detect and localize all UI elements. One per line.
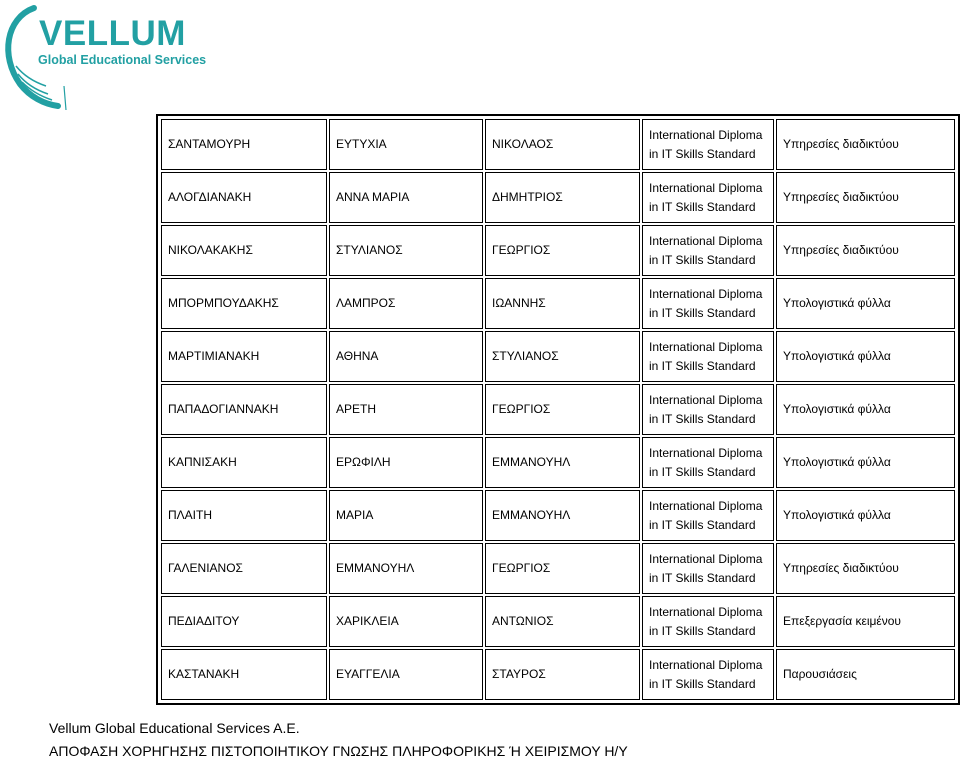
surname-cell: ΓΑΛΕΝΙΑΝΟΣ [161, 543, 327, 594]
table-row [161, 437, 955, 488]
table-row [161, 649, 955, 700]
table-row [161, 119, 955, 170]
surname-cell: ΚΑΣΤΑΝΑΚΗ [161, 649, 327, 700]
father-name-cell: ΓΕΩΡΓΙΟΣ [485, 384, 640, 435]
certificate-cell: International Diploma in IT Skills Standard [642, 331, 774, 382]
vellum-logo [0, 0, 230, 112]
footer-decision-title: ΑΠΟΦΑΣΗ ΧΟΡΗΓΗΣΗΣ ΠΙΣΤΟΠΟΙΗΤΙΚΟΥ ΓΝΩΣΗΣ ΠΛΗΡΟΦΟΡΙΚΗΣ Ή ΧΕΙΡΙΣΜΟΥ Η/Υ [49, 743, 628, 759]
surname-cell: ΣΑΝΤΑΜΟΥΡΗ [161, 119, 327, 170]
module-cell: Υπολογιστικά φύλλα [776, 278, 955, 329]
table-row [161, 384, 955, 435]
table-row [161, 172, 955, 223]
surname-cell: ΠΕΔΙΑΔΙΤΟΥ [161, 596, 327, 647]
table-row [161, 596, 955, 647]
surname-cell: ΑΛΟΓΔΙΑΝΑΚΗ [161, 172, 327, 223]
surname-cell: ΠΑΠΑΔΟΓΙΑΝΝΑΚΗ [161, 384, 327, 435]
father-name-cell: ΓΕΩΡΓΙΟΣ [485, 543, 640, 594]
module-cell: Επεξεργασία κειμένου [776, 596, 955, 647]
module-cell: Υπολογιστικά φύλλα [776, 384, 955, 435]
certificate-cell: International Diploma in IT Skills Standard [642, 172, 774, 223]
father-name-cell: ΙΩΑΝΝΗΣ [485, 278, 640, 329]
certificate-cell: International Diploma in IT Skills Standard [642, 437, 774, 488]
father-name-cell: ΓΕΩΡΓΙΟΣ [485, 225, 640, 276]
surname-cell: ΜΑΡΤΙΜΙΑΝΑΚΗ [161, 331, 327, 382]
father-name-cell: ΣΤΥΛΙΑΝΟΣ [485, 331, 640, 382]
certificate-cell: International Diploma in IT Skills Standard [642, 119, 774, 170]
module-cell: Υπολογιστικά φύλλα [776, 490, 955, 541]
first-name-cell: ΕΜΜΑΝΟΥΗΛ [329, 543, 483, 594]
surname-cell: ΠΛΑΙΤΗ [161, 490, 327, 541]
father-name-cell: ΝΙΚΟΛΑΟΣ [485, 119, 640, 170]
first-name-cell: ΕΥΑΓΓΕΛΙΑ [329, 649, 483, 700]
father-name-cell: ΕΜΜΑΝΟΥΗΛ [485, 437, 640, 488]
certificate-cell: International Diploma in IT Skills Standard [642, 543, 774, 594]
table-row [161, 490, 955, 541]
surname-cell: ΚΑΠΝΙΣΑΚΗ [161, 437, 327, 488]
table-row [161, 331, 955, 382]
father-name-cell: ΑΝΤΩΝΙΟΣ [485, 596, 640, 647]
table-row [161, 278, 955, 329]
first-name-cell: ΕΥΤΥΧΙΑ [329, 119, 483, 170]
certificate-cell: International Diploma in IT Skills Standard [642, 384, 774, 435]
module-cell: Υπηρεσίες διαδικτύου [776, 225, 955, 276]
first-name-cell: ΑΝΝΑ ΜΑΡΙΑ [329, 172, 483, 223]
first-name-cell: ΧΑΡΙΚΛΕΙΑ [329, 596, 483, 647]
footer-company: Vellum Global Educational Services A.E. [49, 720, 300, 736]
module-cell: Παρουσιάσεις [776, 649, 955, 700]
results-table [156, 114, 960, 705]
module-cell: Υπολογιστικά φύλλα [776, 437, 955, 488]
module-cell: Υπηρεσίες διαδικτύου [776, 119, 955, 170]
first-name-cell: ΑΘΗΝΑ [329, 331, 483, 382]
father-name-cell: ΔΗΜΗΤΡΙΟΣ [485, 172, 640, 223]
certificate-cell: International Diploma in IT Skills Standard [642, 596, 774, 647]
first-name-cell: ΕΡΩΦΙΛΗ [329, 437, 483, 488]
surname-cell: ΜΠΟΡΜΠΟΥΔΑΚΗΣ [161, 278, 327, 329]
module-cell: Υπολογιστικά φύλλα [776, 331, 955, 382]
certificate-cell: International Diploma in IT Skills Standard [642, 278, 774, 329]
first-name-cell: ΛΑΜΠΡΟΣ [329, 278, 483, 329]
first-name-cell: ΣΤΥΛΙΑΝΟΣ [329, 225, 483, 276]
first-name-cell: ΜΑΡΙΑ [329, 490, 483, 541]
certificate-cell: International Diploma in IT Skills Standard [642, 225, 774, 276]
father-name-cell: ΣΤΑΥΡΟΣ [485, 649, 640, 700]
certificate-cell: International Diploma in IT Skills Standard [642, 490, 774, 541]
certificate-cell: International Diploma in IT Skills Standard [642, 649, 774, 700]
logo-title: VELLUM [39, 14, 186, 53]
father-name-cell: ΕΜΜΑΝΟΥΗΛ [485, 490, 640, 541]
logo-subtitle: Global Educational Services [38, 53, 207, 67]
table-row [161, 543, 955, 594]
module-cell: Υπηρεσίες διαδικτύου [776, 543, 955, 594]
module-cell: Υπηρεσίες διαδικτύου [776, 172, 955, 223]
first-name-cell: ΑΡΕΤΗ [329, 384, 483, 435]
surname-cell: ΝΙΚΟΛΑΚΑΚΗΣ [161, 225, 327, 276]
table-row [161, 225, 955, 276]
